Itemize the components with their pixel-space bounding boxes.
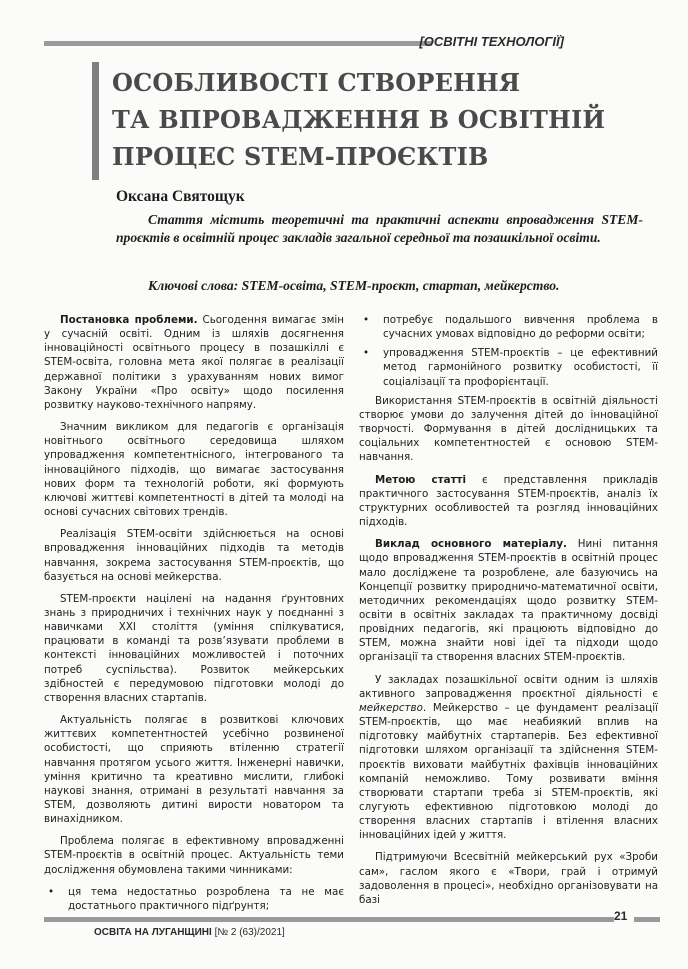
emphasis: мейкерство bbox=[359, 701, 423, 714]
section-tag: [ОСВІТНІ ТЕХНОЛОГІЇ] bbox=[419, 34, 564, 49]
journal-name: ОСВІТА НА ЛУГАНЩИНІ [№ 2 (63)/2021] bbox=[94, 927, 285, 938]
paragraph-lead: Виклад основного матеріалу. bbox=[375, 538, 567, 551]
paragraph-lead: Постановка проблеми. bbox=[60, 314, 198, 326]
paragraph: Значним викликом для педагогів є організація новітнього освітнього середовища шляхом упровадження компетентнісного, інтегрованого та інноваційного підходів, що вимагає застосування нових форм та технологій роботи, які формують ключові життєві компетентності в дітей та молоді на основі сучасних світових трендів. bbox=[44, 421, 344, 519]
paragraph: Реалізація STEM-освіти здійснюється на основі впровадження інноваційних підходів та методів навчання, зокрема застосування STEM-проєктів, що базується на основі мейкерства. bbox=[44, 528, 344, 583]
bullet-icon: • bbox=[363, 314, 370, 326]
title-accent-bar bbox=[92, 62, 99, 180]
author-name: Оксана Святощук bbox=[116, 188, 245, 205]
header-rule bbox=[44, 41, 432, 46]
list-item: • потребує подальшого вивчення проблема в сучасних умовах відповідно до реформи освіти; bbox=[363, 314, 658, 341]
paragraph: Проблема полягає в ефективному впровадженні STEM-проєктів в освітній процес. Актуальність теми дослідження обумовлена такими чинниками: bbox=[44, 835, 344, 876]
article-title bbox=[112, 64, 632, 175]
title-line-3: ПРОЦЕС STEM-ПРОЄКТІВ bbox=[112, 142, 489, 171]
left-column bbox=[44, 313, 344, 918]
paragraph: Виклад основного матеріалу. Нині питання щодо впровадження STEM-проєктів в освітній процес мало досліджене та розроблене, але базуючись на Концепції розвитку природничо-математичної освіти, методичних рекомендаціях щодо розвитку STEM-освіти в освітніх закладах та практичному досвіді провідних педагогів, які працюють відповідно до STEM, можна знайти нові ідеї та підходи щодо організації та створення власних STEM-проєктів. bbox=[359, 538, 658, 664]
paragraph: У закладах позашкільної освіти одним із шляхів активного запровадження проєктної діяльності є мейкерство. Мейкерство – це фундамент реалізації STEM-проєктів, що має неабиякий вплив на підготовку майбутніх стартаперів. Без ефективної підготовки шляхом організації та здійснення STEM-проєктів виховати майбутніх фахівців інноваційних компаній неможливо. Тому розвивати вміння створювати стартапи треба зі STEM-проєктів, які слугують ефективною підготовкою молоді до створення власних стартапів і втілення власних інноваційних ідей у життя. bbox=[359, 673, 658, 842]
keywords: Ключові слова: STEM-освіта, STEM-проєкт, стартап, мейкерство. bbox=[148, 278, 560, 293]
list-item: • ця тема недостатньо розроблена та не має достатнього практичного підґрунтя; bbox=[48, 885, 344, 912]
footer-rule bbox=[44, 917, 614, 922]
title-line-1: ОСОБЛИВОСТІ СТВОРЕННЯ bbox=[112, 68, 521, 97]
bullet-icon: • bbox=[363, 347, 370, 360]
paragraph: Постановка проблеми. Сьогодення вимагає змін у сучасній освіті. Одним із шляхів досягнення інноваційності освітнього процесу в позашкіллі є STEM-освіта, головна мета якої полягає в реалізації державної політики з урахуванням нових вимог Закону України «Про освіту» щодо посилення розвитку науково-технічного напряму. bbox=[44, 314, 344, 411]
footer-rule-end bbox=[634, 917, 660, 922]
paragraph: Метою статті є представлення прикладів практичного застосування STEM-проєктів, аналіз їх структурних особливостей та розгляд інноваційних підходів. bbox=[359, 473, 658, 529]
paragraph-lead: Метою статті bbox=[375, 473, 467, 486]
abstract: Стаття містить теоретичні та практичні аспекти впровадження STEM-проєктів в освітній процес закладів загальної середньої та позашкільної освіти. bbox=[116, 212, 643, 245]
right-column bbox=[359, 313, 658, 915]
title-line-2: ТА ВПРОВАДЖЕННЯ В ОСВІТНІЙ bbox=[112, 105, 606, 134]
paragraph: Підтримуючи Всесвітній мейкерський рух «Зроби сам», гаслом якого є «Твори, грай і отримуй задоволення в процесі», необхідно організовувати на базі bbox=[359, 851, 658, 906]
paragraph: STEM-проєкти націлені на надання ґрунтовних знань з природничих і технічних наук у поєднанні з навичками XXI століття (уміння спілкуватися, працювати в команді та розв’язувати проблеми в контексті інноваційних можливостей і поточних потреб суспільства). Розвиток мейкерських здібностей є передумовою підготовки молоді до створення власних стартапів. bbox=[44, 592, 344, 704]
paragraph: Використання STEM-проєктів в освітній діяльності створює умови до залучення дітей до інноваційної творчості. Формування в дітей дослідницьких та соціальних компетентностей є основою STEM-навчання. bbox=[359, 394, 658, 464]
paragraph: Актуальність полягає в розвиткові ключових життєвих компетентностей усебічно розвиненої особистості, що сприяють втіленню стратегії навчання протягом усього життя. Інженерні навички, уміння критично та креативно мислити, глибокі наукові знання, отримані в результаті навчання за STEM, дозволяють дитині вирости новатором та винахідником. bbox=[44, 714, 344, 826]
page-number: 21 bbox=[614, 909, 628, 923]
issue-number: [№ 2 (63)/2021] bbox=[211, 927, 285, 938]
bullet-icon: • bbox=[48, 885, 55, 898]
list-item: • упровадження STEM-проєктів – це ефективний метод гармонійного розвитку особистості, її соціалізації та профорієнтації. bbox=[363, 347, 658, 388]
